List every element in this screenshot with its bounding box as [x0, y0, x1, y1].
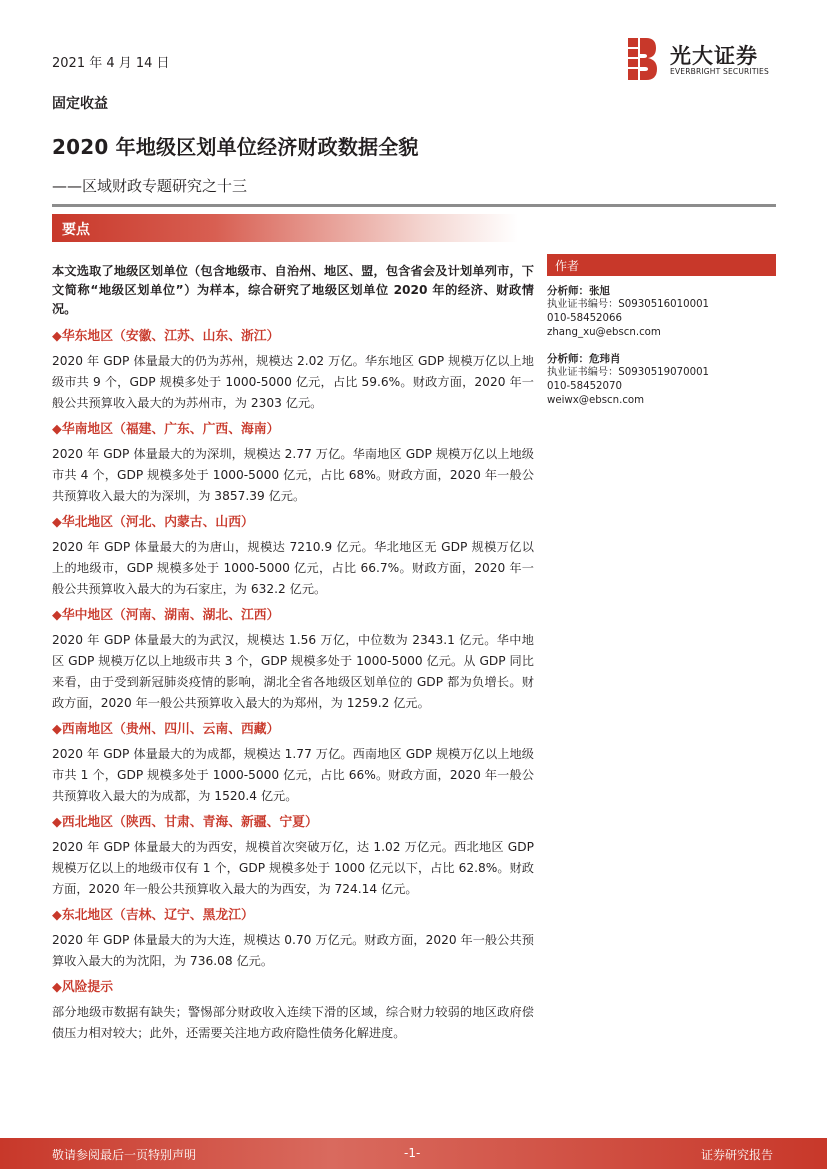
analyst-phone: 010-58452070 — [547, 381, 622, 392]
analyst-name: 分析师：危玮肖 — [547, 353, 621, 365]
section-heading-east: ◆华东地区（安徽、江苏、山东、浙江） — [52, 329, 280, 344]
section-heading-south: ◆华南地区（福建、广东、广西、海南） — [52, 422, 280, 437]
section-text-risk: 部分地级市数据有缺失；警惕部分财政收入连续下滑的区域，综合财力较弱的地区政府偿债压力相对较大；此外，还需要关注地方政府隐性债务化解进度。 — [52, 1005, 534, 1040]
keypoints-label: 要点 — [62, 222, 90, 238]
page-footer — [0, 1138, 827, 1169]
section-text-north: 2020 年 GDP 体量最大的为唐山，规模达 7210.9 亿元。华北地区无 GDP 规模万亿以上的地级市，GDP 规模多处于 1000-5000 亿元，占比 66.7%。财政方面，2020 年一般公共预算收入最大的为石家庄，为 632.2 亿元。 — [52, 540, 534, 596]
section-text-east: 2020 年 GDP 体量最大的仍为苏州，规模达 2.02 万亿。华东地区 GDP 规模万亿以上地级市共 9 个，GDP 规模多处于 1000-5000 亿元，占比 59.6%。财政方面，2020 年一般公共预算收入最大的为苏州市，为 2303 亿元。 — [52, 354, 534, 410]
page-subtitle: ——区域财政专题研究之十三 — [52, 177, 248, 195]
analyst-phone: 010-58452066 — [547, 313, 622, 324]
analyst-license: 执业证书编号：S0930519070001 — [547, 367, 710, 378]
analyst-card — [547, 284, 776, 340]
section-heading-risk: ◆风险提示 — [52, 980, 114, 995]
analyst-email[interactable]: weiwx@ebscn.com — [547, 395, 645, 406]
header-divider — [52, 204, 776, 207]
company-name-en: EVERBRIGHT SECURITIES — [670, 67, 769, 76]
keypoints-banner — [52, 214, 518, 242]
section-heading-northwest: ◆西北地区（陕西、甘肃、青海、新疆、宁夏） — [52, 815, 318, 830]
analyst-email[interactable]: zhang_xu@ebscn.com — [547, 327, 661, 338]
everbright-logo-icon — [626, 38, 658, 80]
section-heading-north: ◆华北地区（河北、内蒙古、山西） — [52, 515, 254, 530]
analyst-name: 分析师：张旭 — [547, 285, 610, 297]
section-text-central: 2020 年 GDP 体量最大的为武汉，规模达 1.56 万亿，中位数为 2343.1 亿元。华中地区 GDP 规模万亿以上地级市共 3 个，GDP 规模多处于 1000-5000 亿元。从 GDP 同比来看，由于受到新冠肺炎疫情的影响，湖北全省各地级区划单位的 GDP 都为负增长。财政方面，2020 年一般公共预算收入最大的为郑州，为 1259.2 亿元。 — [52, 633, 534, 710]
author-sidebar — [547, 254, 776, 408]
author-banner — [547, 254, 776, 276]
section-text-northwest: 2020 年 GDP 体量最大的为西安，规模首次突破万亿，达 1.02 万亿元。西北地区 GDP 规模万亿以上的地级市仅有 1 个，GDP 规模多处于 1000 亿元以下，占比 62.8%。财政方面，2020 年一般公共预算收入最大的为西安，为 724.14 亿元。 — [52, 840, 534, 896]
footer-disclaimer[interactable]: 敬请参阅最后一页特别声明 — [52, 1148, 197, 1162]
author-label: 作者 — [555, 259, 580, 273]
section-text-southwest: 2020 年 GDP 体量最大的为成都，规模达 1.77 万亿。西南地区 GDP 规模万亿以上地级市共 1 个，GDP 规模多处于 1000-5000 亿元，占比 66%。财政方面，2020 年一般公共预算收入最大的为成都，为 1520.4 亿元。 — [52, 747, 534, 803]
page-number: -1- — [404, 1146, 421, 1160]
section-heading-northeast: ◆东北地区（吉林、辽宁、黑龙江） — [52, 908, 254, 923]
section-text-northeast: 2020 年 GDP 体量最大的为大连，规模达 0.70 万亿元。财政方面，2020 年一般公共预算收入最大的为沈阳，为 736.08 亿元。 — [52, 933, 534, 968]
analyst-license: 执业证书编号：S0930516010001 — [547, 299, 710, 310]
page-title: 2020 年地级区划单位经济财政数据全貌 — [52, 135, 419, 159]
company-logo — [626, 38, 776, 82]
company-name-cn: 光大证券 — [670, 44, 758, 68]
section-heading-central: ◆华中地区（河南、湖南、湖北、江西） — [52, 608, 280, 623]
section-text-south: 2020 年 GDP 体量最大的为深圳，规模达 2.77 万亿。华南地区 GDP 规模万亿以上地级市共 4 个，GDP 规模多处于 1000-5000 亿元，占比 68%。财政方面，2020 年一般公共预算收入最大的为深圳，为 3857.39 亿元。 — [52, 447, 534, 503]
keypoints-body — [52, 262, 534, 1046]
report-date: 2021 年 4 月 14 日 — [52, 56, 170, 71]
analyst-card — [547, 352, 776, 408]
report-category: 固定收益 — [52, 96, 108, 112]
section-heading-southwest: ◆西南地区（贵州、四川、云南、西藏） — [52, 722, 280, 737]
intro-paragraph: 本文选取了地级区划单位（包含地级市、自治州、地区、盟，包含省会及计划单列市，下文简称“地级区划单位”）为样本，综合研究了地级区划单位 2020 年的经济、财政情况。 — [52, 264, 534, 316]
report-type: 证券研究报告 — [700, 1148, 773, 1162]
